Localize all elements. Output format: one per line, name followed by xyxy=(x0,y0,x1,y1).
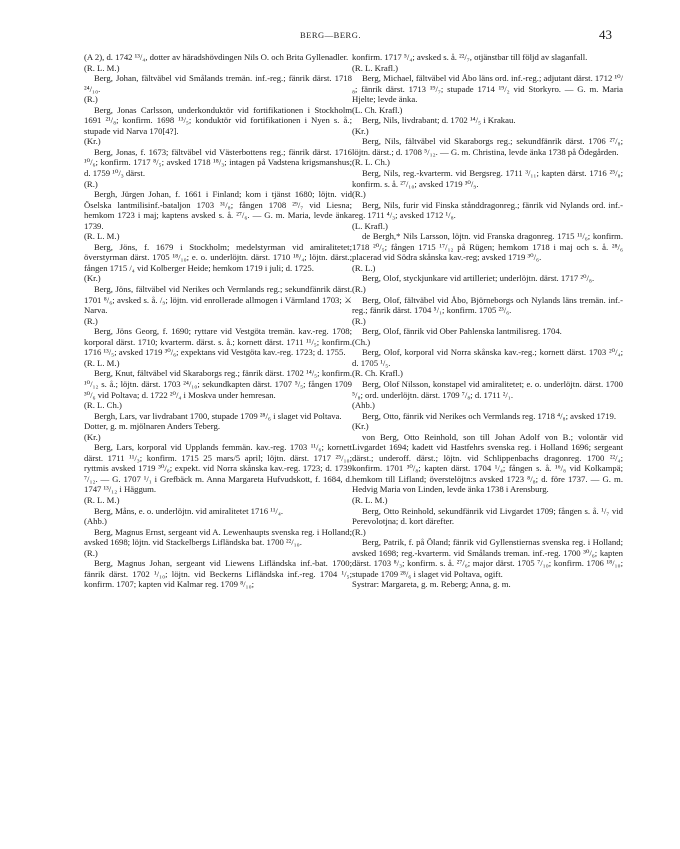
entry-paragraph: Berg, Otto, fänrik vid Nerikes och Vermlands reg. 1718 ⁴/₈; avsked 1719. (Kr.) xyxy=(352,410,617,432)
entry-paragraph: konfirm. 1717 ⁵/₄; avsked s. å. ²²/₇, otjänstbar till följd av slaganfall. (R. L. Krafl.) xyxy=(352,52,588,73)
entry-paragraph: de Bergh,* Nils Larsson, löjtn. vid Franska dragonreg. 1715 ¹¹/₆; konfirm. 1718 ²⁰/₅; fången 1715 ¹⁷/₁₂ på Rügen; hemkom 1718 i maj och s. å. ²⁸/₆ placerad vid Södra skånska kav.-reg; avsked 1719 ³⁰/₆. (R. L.) xyxy=(352,231,623,273)
entry-paragraph: Bergh, Lars, var livdrabant 1700, stupade 1709 ²⁸/₆ i slaget vid Poltava. Dotter, g. m. mjölnaren Anders Teberg. (Kr.) xyxy=(84,410,342,442)
right-column xyxy=(352,52,623,590)
entry-paragraph: Berg, Nils, livdrabant; d. 1702 ¹⁴/₅ i Krakau. (Kr.) xyxy=(352,115,516,136)
entry-paragraph: Berg, Olof, styckjunkare vid artilleriet; underlöjtn. därst. 1717 ²⁰/₈. (R.) xyxy=(352,273,595,295)
entry-paragraph: Berg, Olof Nilsson, konstapel vid amiralitetet; e. o. underlöjtn. därst. 1700 ⁵/₈; ord. underlöjtn. därst. 1709 ⁷/₈; d. 1711 ²/₁. (Ahb.) xyxy=(352,378,623,411)
entry-paragraph: Berg, Jöns, fältväbel vid Nerikes och Vermlands reg.; sekundfänrik därst. 1701 ⁸/₆; avsked s. å. /₉; löjtn. vid enrollerade allmogen i Värmland 1703; ⚔ Narva. (R.) xyxy=(84,284,352,326)
entry-paragraph: Berg, Johan, fältväbel vid Smålands tremän. inf.-reg.; fänrik därst. 1718 ²⁴/₁₀. (R.) xyxy=(84,73,352,105)
entry-paragraph: Berg, Lars, korporal vid Upplands femmän. kav.-reg. 1703 ¹¹/₆; kornett därst. 1711 ¹¹/₃; konfirm. 1715 25 mars/5 april; löjtn. därst. 1717 ²⁵/₁₀; ryttmis avsked 1719 ³⁰/₆; expekt. vid Norra skånska kav.-reg. 1723; d. 1739 ⁷/₁₂. — G. 1707 ¹/₁ i Grefbäck m. Anna Margareta Hufvudskott, f. 1684, d. 1747 ¹³/₁₂ i Häggum. (R. L. M.) xyxy=(84,442,352,505)
entry-paragraph: Berg, Jöns Georg, f. 1690; ryttare vid Vestgöta tremän. kav.-reg. 1708; korporal därst. 1710; kvarterm. därst. s. å.; kornett därst. 1711 ¹¹/₅; konfirm. 1716 ¹³/₅; avsked 1719 ³⁰/₆; expektans vid Vestgöta kav.-reg. 1723; d. 1755. (R. L. M.) xyxy=(84,326,352,368)
entry-paragraph: Berg, Otto Reinhold, sekundfänrik vid Livgardet 1709; fången s. å. ¹/₇ vid Perevolotjna; d. kort därefter. (R.) xyxy=(352,505,623,537)
entry-paragraph: Berg, Nils, reg.-kvarterm. vid Bergsreg. 1711 ³/₁₁; kapten därst. 1716 ²⁵/₈; konfirm. s. å. ²⁷/₁₀; avsked 1719 ³⁰/₉. (R.) xyxy=(352,168,623,200)
entry-paragraph: von Berg, Otto Reinhold, son till Johan Adolf von B.; volontär vid Livgardet 1694; kadett vid Hastfehrs svenska reg. i Holland 1696; sergeant därst.; underoff. därst.; löjtn. vid Schlippenbachs dragonreg. 1700 ²²/₄; konfirm. 1701 ³⁰/₈; kapten därst. 1704 ¹/₄; fången s. å. ¹⁶/₈ vid Kolkampä; hemkom till Lifland; överstelöjtn:s avsked 1723 ⁸/₈; d. före 1737. — G. m. Hedvig Maria von Linden, levde änka 1738 i Arensburg. (R. L. M.) xyxy=(352,431,623,505)
entry-paragraph: Berg, Jöns, f. 1679 i Stockholm; medelstyrman vid amiralitetet; överstyrman därst. 1705 ¹⁸/₁₀; e. o. underlöjtn. därst. 1710 ¹⁸/₄; löjtn. därst.; fången 1715 /₄ vid Kolberger Heide; hemkom 1719 i juli; d. 1725. (Kr.) xyxy=(84,241,352,284)
page-number: 43 xyxy=(599,27,612,42)
entry-paragraph: Berg, Jonas Carlsson, underkonduktör vid fortifikationen i Stockholm 1691 ²¹/₈; konfirm. 1698 ¹³/₅; konduktör vid fortifikationen i Nyen s. å.; stupade vid Narva 170[4?]. (Kr.) xyxy=(84,104,352,147)
entry-paragraph: Berg, Magnus Ernst, sergeant vid A. Lewenhaupts svenska reg. i Holland; avsked 1698; löjtn. vid Stackelbergs Lifländska bat. 1700 ²²/₁₀. (R.) xyxy=(84,526,352,558)
entry-paragraph: Berg, Olof, fänrik vid Ober Pahlenska lantmilisreg. 1704. (Ch.) xyxy=(352,326,562,347)
entry-paragraph: Berg, Michael, fältväbel vid Åbo läns ord. inf.-reg.; adjutant därst. 1712 ¹⁰/₈; fänrik därst. 1713 ¹⁹/₇; stupade 1714 ¹⁹/₂ vid Storkyro. — G. m. Maria Hjelte; levde änka. (L. Ch. Krafl.) xyxy=(352,73,623,115)
left-column xyxy=(84,52,352,590)
entry-paragraph: Berg, Nils, furir vid Finska stånddragonreg.; fänrik vid Nylands ord. inf.-reg. 1711 ⁴/₃; avsked 1712 ¹/₈. (L. Krafl.) xyxy=(352,199,623,231)
entry-paragraph: Berg, Magnus Johan, sergeant vid Liewens Lifländska inf.-bat. 1700; fänrik därst. 1702 ¹/₁₀; löjtn. vid Beckerns Lifländska inf.-reg. 1704 ¹/₅; konfirm. 1707; kapten vid Kalmar reg. 1709 ⁸/₁₀; xyxy=(84,558,352,590)
page-header xyxy=(0,27,680,47)
entry-paragraph: Berg, Olof, fältväbel vid Åbo, Björneborgs och Nylands läns tremän. inf.-reg.; fänrik därst. 1704 ⁵/₁; konfirm. 1705 ²³/₆. (R.) xyxy=(352,294,623,326)
entry-paragraph: Berg, Måns, e. o. underlöjtn. vid amiralitetet 1716 ¹¹/₄. (Ahb.) xyxy=(84,505,284,527)
entry-paragraph: Bergh, Jürgen Johan, f. 1661 i Finland; kom i tjänst 1680; löjtn. vid Öselska lantmilisinf.-bataljon 1703 ³¹/₈; fången 1708 ²⁹/₇ vid Liesna; hemkom 1723 i maj; kaptens avsked s. å. ²⁷/₆. — G. m. Maria, levde änka 1739. (R. L. M.) xyxy=(84,189,352,242)
entry-paragraph: (A 2), d. 1742 ¹³/₄, dotter av häradshövdingen Nils O. och Brita Gyllenadler. (R. L. M.) xyxy=(84,52,349,73)
entry-paragraph: Berg, Olof, korporal vid Norra skånska kav.-reg.; kornett därst. 1703 ²⁰/₄; d. 1705 ¹/₅. (R. Ch. Krafl.) xyxy=(352,347,623,379)
entry-paragraph: Berg, Patrik, f. på Öland; fänrik vid Gyllenstiernas svenska reg. i Holland; avsked 1698; reg.-kvarterm. vid Smålands treman. inf.-reg. 1700 ³⁰/₆; kapten därst. 1703 ⁸/₃; konfirm. s. å. ²⁷/₆; major därst. 1705 ⁷/₁₀; konfirm. 1706 ¹⁸/₁₀; stupade 1709 ²⁸/₆ i slaget vid Poltava, ogift. Systrar: Margareta, g. m. Reberg; Anna, g. m. xyxy=(352,537,623,590)
entry-paragraph: Berg, Nils, fältväbel vid Skaraborgs reg.; sekundfänrik därst. 1706 ²⁷/₈; löjtn. därst.; d. 1708 ⁵/₁₂. — G. m. Christina, levde änka 1738 på Ödegården. (R. L. Ch.) xyxy=(352,136,623,168)
entry-paragraph: Berg, Knut, fältväbel vid Skaraborgs reg.; fänrik därst. 1702 ¹⁴/₅; konfirm. ¹⁰/₁₂ s. å.; löjtn. därst. 1703 ²⁴/₁₀; sekundkapten därst. 1707 ⁵/₅; fången 1709 ³⁰/₆ vid Poltava; d. 1722 ²⁰/₄ i Moskva under hemresan. (R. L. Ch.) xyxy=(84,368,352,411)
running-head: BERG—BERG. xyxy=(300,30,361,40)
entry-paragraph: Berg, Jonas, f. 1673; fältväbel vid Västerbottens reg.; fänrik därst. 1716 ¹⁰/₆; konfirm. 1717 ⁸/₅; avsked 1718 ¹⁸/₃; intagen på Vadstena krigsmanshus; d. 1759 ¹⁰/₃ därst. (R.) xyxy=(84,146,352,189)
